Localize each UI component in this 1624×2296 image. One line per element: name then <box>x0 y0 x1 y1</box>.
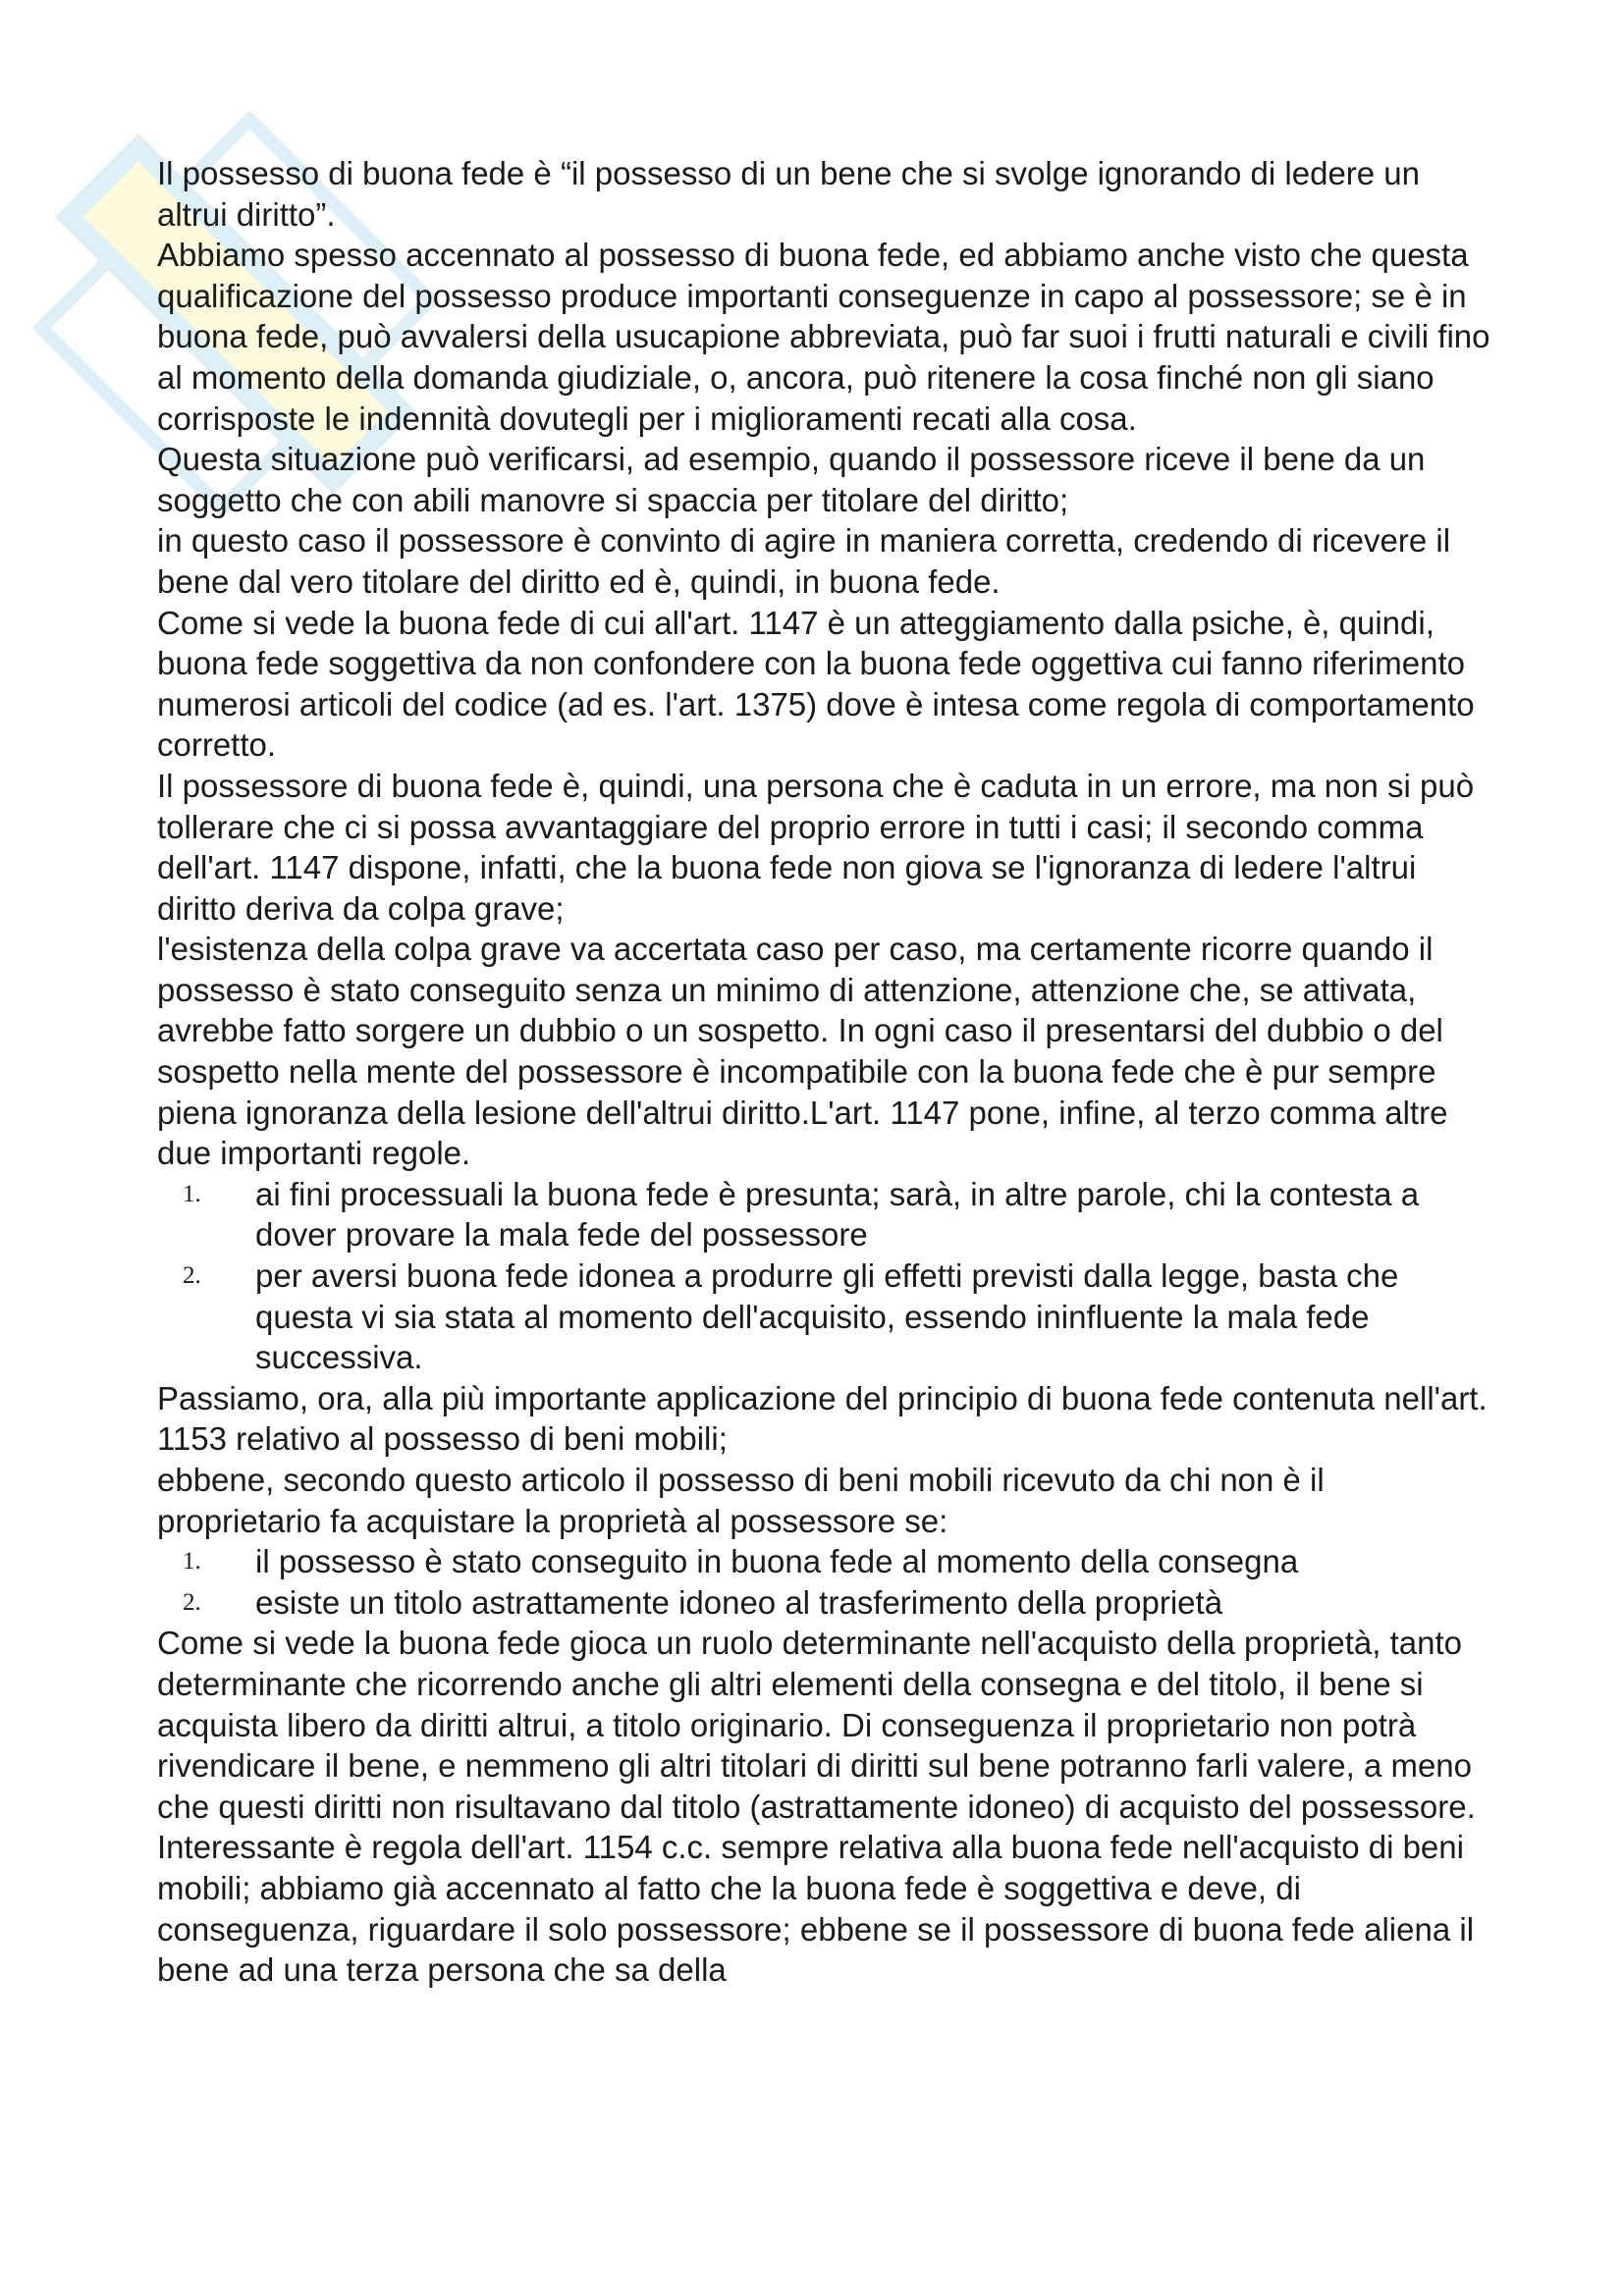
list-item <box>157 1255 1492 1378</box>
numbered-list <box>157 1174 1492 1378</box>
paragraph: Questa situazione può verificarsi, ad esempio, quando il possessore riceve il bene da un soggetto che con abili manovre si spaccia per titolare del diritto; <box>157 441 1426 518</box>
paragraph: Il possessore di buona fede è, quindi, una persona che è caduta in un errore, ma non si può tollerare che ci si possa avvantaggiare del proprio errore in tutti i casi; il secondo comma dell'art. 1147 dispone, infatti, che la buona fede non giova se l'ignoranza di ledere l'altrui diritto deriva da colpa grave; <box>157 767 1475 927</box>
list-item <box>157 1582 1492 1624</box>
list-item-number: 1. <box>183 1180 201 1207</box>
numbered-list <box>157 1541 1492 1623</box>
document-body <box>157 153 1492 1991</box>
paragraph: Passiamo, ora, alla più importante applicazione del principio di buona fede contenuta nell'art. 1153 relativo al possesso di beni mobili; <box>157 1379 1488 1458</box>
list-item-number: 1. <box>183 1548 201 1575</box>
paragraph: in questo caso il possessore è convinto di agire in maniera corretta, credendo di ricevere il bene dal vero titolare del diritto ed è, quindi, in buona fede. <box>157 522 1451 600</box>
paragraph: Il possesso di buona fede è “il possesso di un bene che si svolge ignorando di ledere un altrui diritto”. <box>157 155 1421 233</box>
list-item-text: per aversi buona fede idonea a produrre gli effetti previsti dalla legge, basta che questa vi sia stata al momento dell'acquisito, essendo ininfluente la mala fede successiva. <box>255 1257 1399 1376</box>
list-item-number: 2. <box>183 1262 201 1290</box>
paragraph: l'esistenza della colpa grave va accertata caso per caso, ma certamente ricorre quando il possesso è stato conseguito senza un minimo di attenzione, attenzione che, se attivata, avrebbe fatto sorgere un dubbio o un sospetto. In ogni caso il presentarsi del dubbio o del sospetto nella mente del possessore è incompatibile con la buona fede che è pur sempre piena ignoranza della lesione dell'altrui diritto.L'art. 1147 pone, infine, al terzo comma altre due importanti regole. <box>157 931 1448 1172</box>
paragraph: Come si vede la buona fede gioca un ruolo determinante nell'acquisto della proprietà, tanto determinante che ricorrendo anche gli altri elementi della consegna e del titolo, il bene si acquista libero da diritti altrui, a titolo originario. Di conseguenza il proprietario non potrà rivendicare il bene, e nemmeno gli altri titolari di diritti sul bene potranno farli valere, a meno che questi diritti non risultavano dal titolo (astrattamente idoneo) di acquisto del possessore. <box>157 1625 1476 1825</box>
paragraph: Abbiamo spesso accennato al possesso di buona fede, ed abbiamo anche visto che questa qualificazione del possesso produce importanti conseguenze in capo al possessore; se è in buona fede, può avvalersi della usucapione abbreviata, può far suoi i frutti naturali e civili fino al momento della domanda giudiziale, o, ancora, può ritenere la cosa finché non gli siano corrisposte le indennità dovutegli per i miglioramenti recati alla cosa. <box>157 237 1490 437</box>
list-item-number: 2. <box>183 1588 201 1616</box>
list-item-text: esiste un titolo astrattamente idoneo al trasferimento della proprietà <box>255 1583 1223 1621</box>
list-item <box>157 1174 1492 1255</box>
list-item-text: ai fini processuali la buona fede è presunta; sarà, in altre parole, chi la contesta a dover provare la mala fede del possessore <box>255 1175 1420 1254</box>
paragraph: ebbene, secondo questo articolo il possesso di beni mobili ricevuto da chi non è il proprietario fa acquistare la proprietà al possessore se: <box>157 1462 1325 1539</box>
paragraph: Interessante è regola dell'art. 1154 c.c. sempre relativa alla buona fede nell'acquisto di beni mobili; abbiamo già accennato al fatto che la buona fede è soggettiva e deve, di conseguenza, riguardare il solo possessore; ebbene se il possessore di buona fede aliena il bene ad una terza persona che sa della <box>157 1829 1475 1989</box>
list-item <box>157 1541 1492 1582</box>
list-item-text: il possesso è stato conseguito in buona fede al momento della consegna <box>255 1543 1299 1580</box>
paragraph: Come si vede la buona fede di cui all'art. 1147 è un atteggiamento dalla psiche, è, quindi, buona fede soggettiva da non confondere con la buona fede oggettiva cui fanno riferimento numerosi articoli del codice (ad es. l'art. 1375) dove è intesa come regola di comportamento corretto. <box>157 604 1475 764</box>
